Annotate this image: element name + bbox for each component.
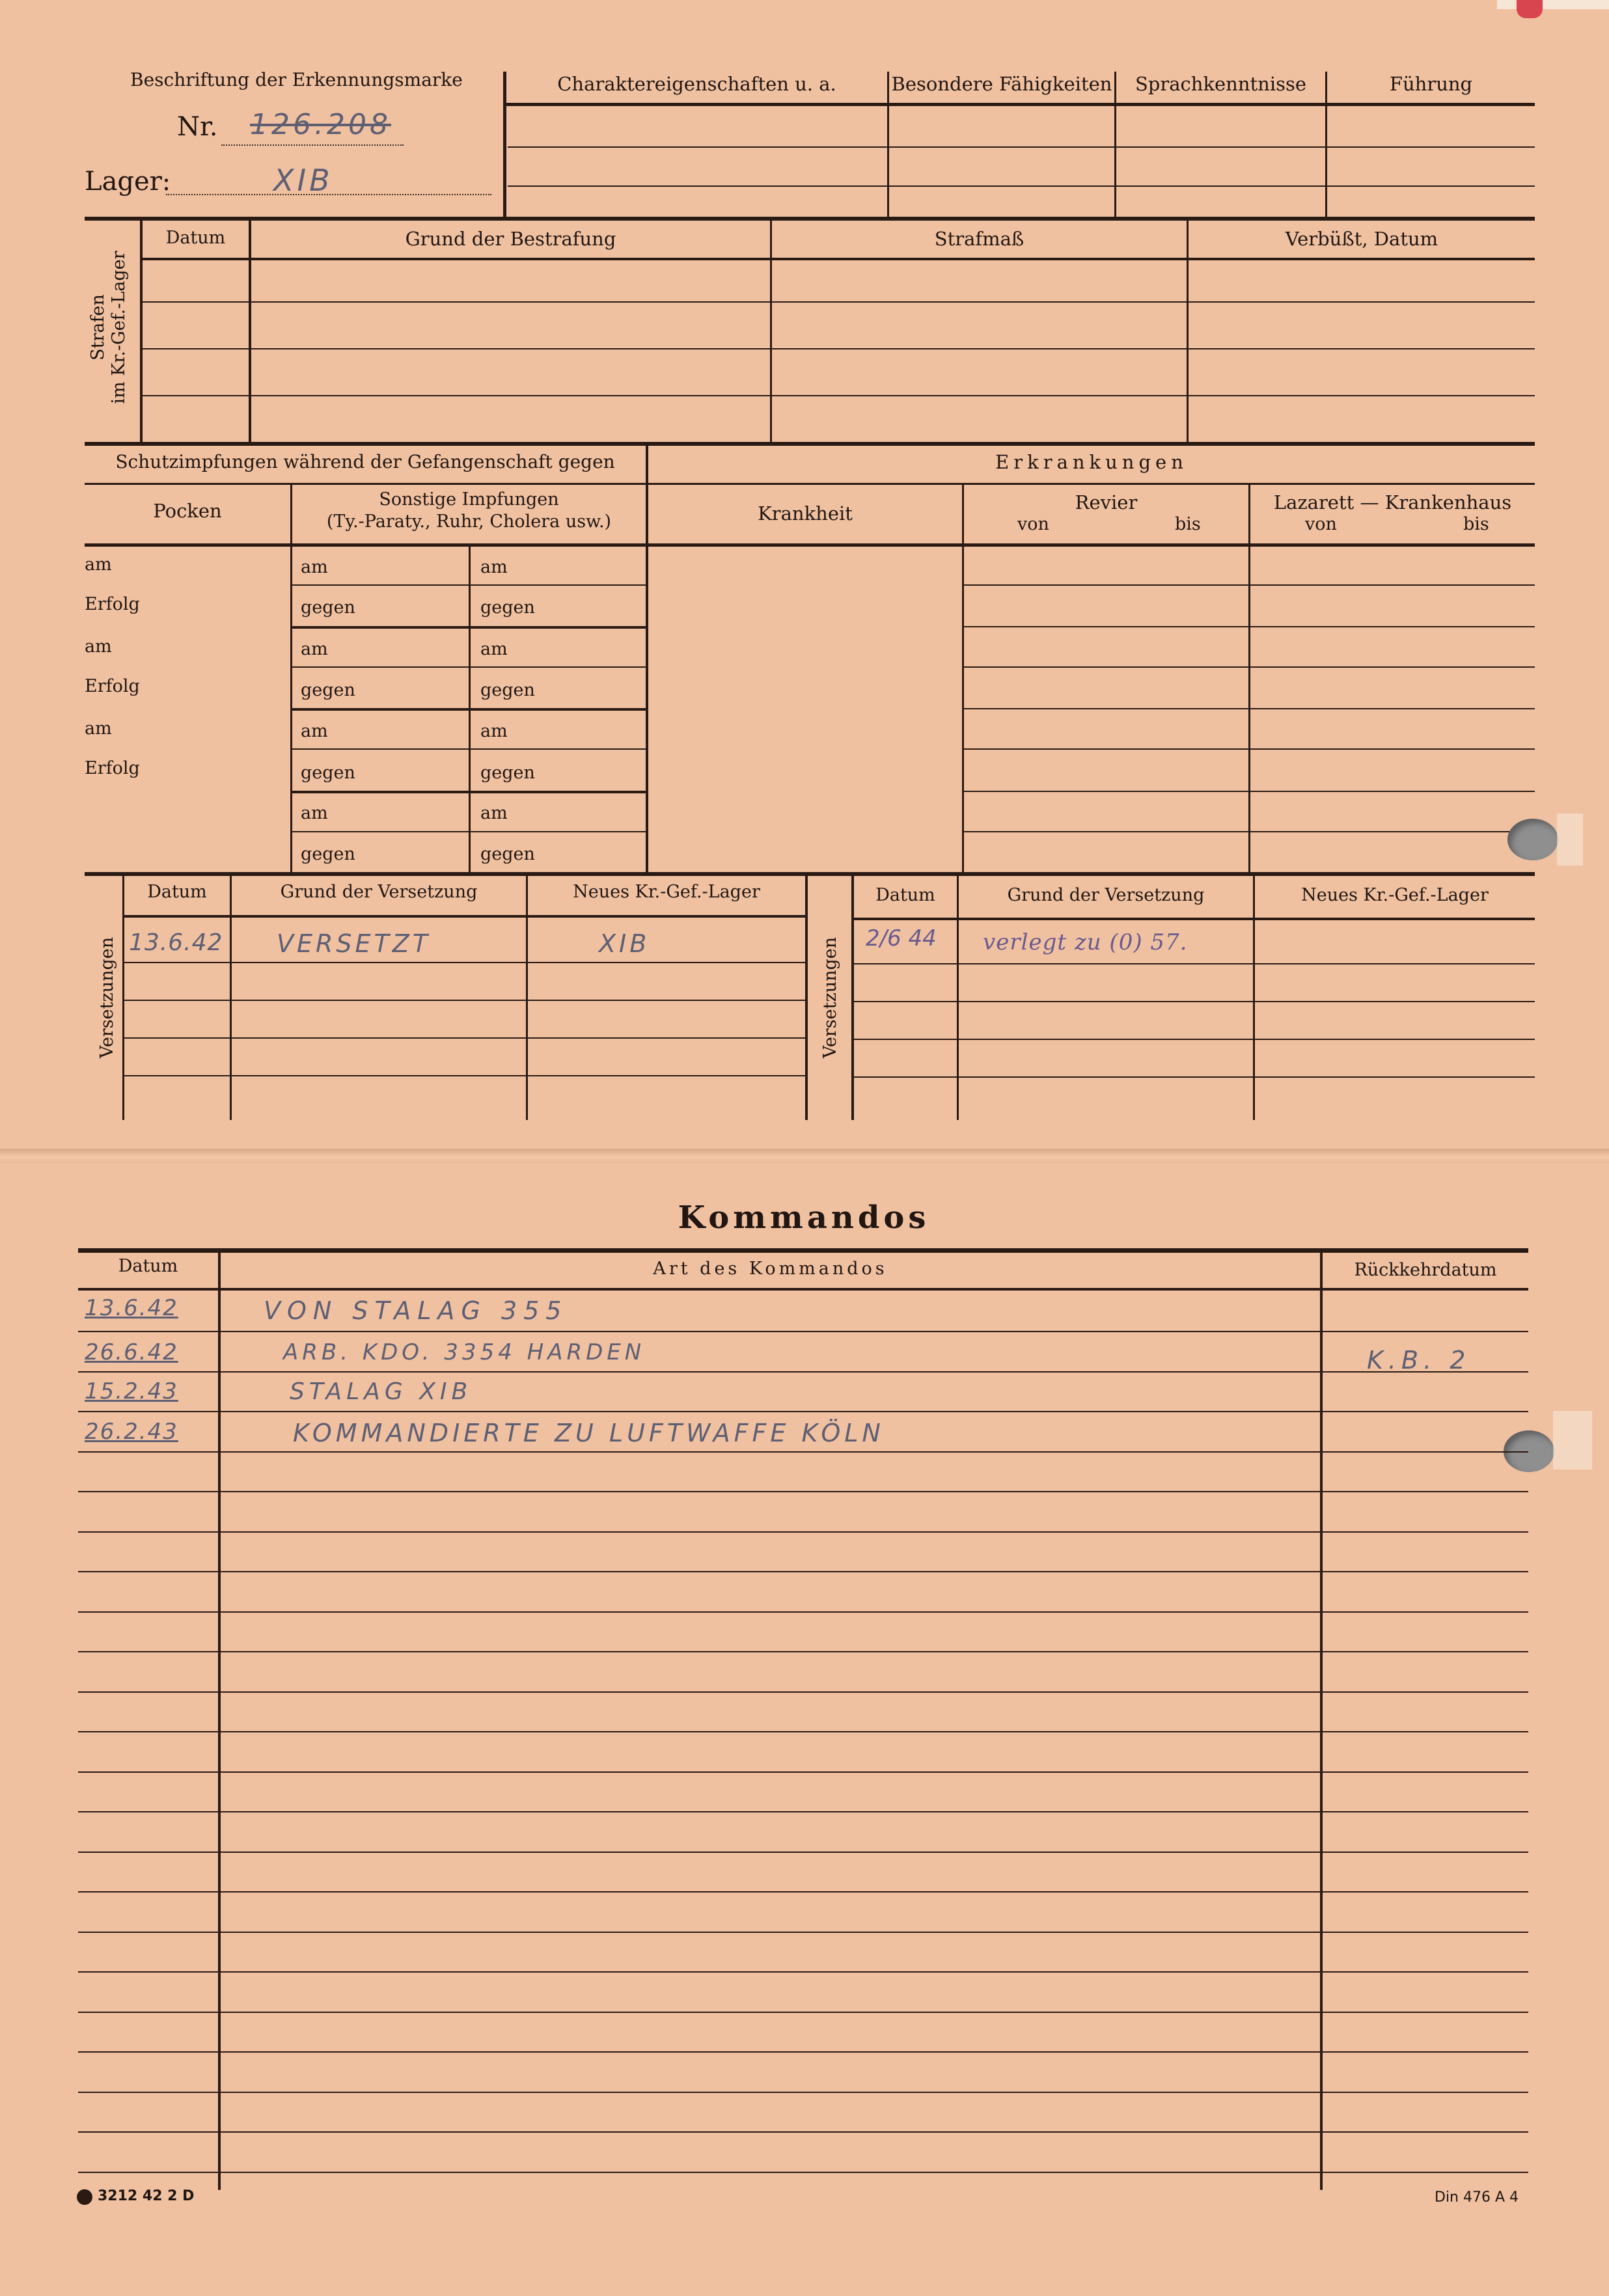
kommandos-rule xyxy=(78,1531,1528,1533)
col-charakter: Charaktereigenschaften u. a. xyxy=(557,73,836,95)
impf-sonstige-1: Sonstige Impfungen xyxy=(379,489,559,510)
kom-row-2-datum: 26.6.42 xyxy=(85,1339,178,1365)
kommandos-rule xyxy=(78,1731,1528,1732)
kom-col-art: Art des Kommandos xyxy=(653,1259,888,1279)
erk-revier: Revier xyxy=(1075,491,1138,513)
col-faehigkeiten: Besondere Fähigkeiten xyxy=(891,73,1112,95)
nr-underline xyxy=(221,144,404,146)
vers-l-lager: XIB xyxy=(599,929,650,958)
kom-row-4-datum: 26.2.43 xyxy=(85,1419,178,1445)
impf-sonstige-2: (Ty.-Paraty., Ruhr, Cholera usw.) xyxy=(326,512,612,532)
pocken-am-3: am xyxy=(85,718,112,739)
strafen-col-strafmass: Strafmaß xyxy=(934,228,1025,250)
vers-l-col-lager: Neues Kr.-Gef.-Lager xyxy=(573,882,760,902)
kommandos-rule xyxy=(78,1451,1528,1453)
kommandos-rule xyxy=(78,2012,1528,2013)
kom-row-1-art: VON STALAG 355 xyxy=(264,1296,568,1325)
strafen-col-grund: Grund der Bestrafung xyxy=(405,228,616,250)
sonst-gegen-2b: gegen xyxy=(480,680,535,700)
impf-title: Schutzimpfungen während der Gefangenschaft gegen xyxy=(115,451,615,472)
nr-value: 126.208 xyxy=(250,108,391,141)
erk-lazarett-bis: bis xyxy=(1463,514,1489,534)
sonst-am-4b: am xyxy=(480,803,508,823)
footer-right: Din 476 A 4 xyxy=(1435,2189,1519,2206)
kommandos-rule xyxy=(78,1771,1528,1773)
sonst-am-2a: am xyxy=(301,639,328,659)
erk-lazarett-von: von xyxy=(1305,514,1337,534)
sonst-gegen-2a: gegen xyxy=(301,680,355,700)
pocken-am-1: am xyxy=(85,554,112,575)
erk-revier-von: von xyxy=(1017,514,1049,534)
fold-line xyxy=(0,1149,1609,1163)
kommandos-rule xyxy=(78,2092,1528,2093)
erkrankungen-title: Erkrankungen xyxy=(995,451,1188,473)
pocken-erfolg-1: Erfolg xyxy=(85,594,140,614)
col-sprachkenntnisse: Sprachkenntnisse xyxy=(1135,73,1307,95)
sonst-am-3b: am xyxy=(480,721,508,741)
kom-row-2-rueckkehr: K.B. 2 xyxy=(1367,1346,1471,1374)
erk-lazarett: Lazarett — Krankenhaus xyxy=(1273,491,1512,513)
strafen-col-datum: Datum xyxy=(165,228,226,248)
kom-row-3-art: STALAG XIB xyxy=(290,1378,473,1405)
kom-row-3-datum: 15.2.43 xyxy=(85,1378,178,1404)
sonst-gegen-4a: gegen xyxy=(301,844,355,864)
kommandos-rule xyxy=(78,2051,1528,2053)
vers-l-grund: VERSETZT xyxy=(277,929,431,958)
kommandos-rule xyxy=(78,1371,1528,1373)
kom-row-1-datum: 13.6.42 xyxy=(85,1295,178,1321)
kommandos-rule xyxy=(78,1932,1528,1933)
kom-col-datum: Datum xyxy=(118,1256,178,1276)
strafen-side-label-1: Strafen xyxy=(88,294,108,361)
lager-value: XIB xyxy=(273,163,333,198)
col-fuehrung: Führung xyxy=(1389,73,1473,95)
pocken-erfolg-3: Erfolg xyxy=(85,758,140,778)
kom-col-rueckkehr: Rückkehrdatum xyxy=(1354,1260,1497,1280)
kom-row-4-art: KOMMANDIERTE ZU LUFTWAFFE KÖLN xyxy=(293,1419,885,1447)
vers-r-col-grund: Grund der Versetzung xyxy=(1007,885,1205,905)
versetzungen-side-right: Versetzungen xyxy=(820,936,840,1059)
torn-corner xyxy=(1497,0,1609,9)
vers-l-col-grund: Grund der Versetzung xyxy=(280,882,478,902)
sonst-am-1b: am xyxy=(480,557,508,577)
red-mark xyxy=(1517,0,1543,18)
kommandos-rule xyxy=(78,1811,1528,1812)
kommandos-rule xyxy=(78,1691,1528,1693)
footer-left: 3212 42 2 D xyxy=(98,2188,195,2204)
pocken-am-2: am xyxy=(85,636,112,657)
erk-krankheit: Krankheit xyxy=(758,502,853,525)
kommandos-rule xyxy=(78,1611,1528,1613)
vers-l-col-datum: Datum xyxy=(147,882,207,902)
punch-hole-top-tear xyxy=(1557,813,1583,866)
sonst-gegen-4b: gegen xyxy=(480,844,535,864)
vers-r-grund: verlegt zu (0) 57. xyxy=(983,929,1188,955)
kommandos-rule xyxy=(78,1891,1528,1893)
sonst-am-3a: am xyxy=(301,721,328,741)
sonst-gegen-1b: gegen xyxy=(480,597,535,618)
kommandos-rule xyxy=(78,1411,1528,1412)
nr-label: Nr. xyxy=(177,112,218,142)
marke-title: Beschriftung der Erkennungsmarke xyxy=(130,69,463,90)
lager-label: Lager: xyxy=(85,167,171,197)
kommandos-rule xyxy=(78,1651,1528,1652)
sonst-gegen-3b: gegen xyxy=(480,763,535,783)
printer-mark-icon xyxy=(77,2189,92,2205)
kommandos-rule xyxy=(78,1331,1528,1332)
strafen-side-label-2: im Kr.-Gef.-Lager xyxy=(109,251,129,404)
kommandos-rule xyxy=(78,1571,1528,1572)
sonst-gegen-3a: gegen xyxy=(301,763,355,783)
punch-hole-bottom-tear xyxy=(1553,1411,1592,1469)
kommandos-rule xyxy=(78,1491,1528,1492)
lager-underline xyxy=(166,194,491,195)
vers-r-col-datum: Datum xyxy=(875,885,935,905)
kommandos-rule xyxy=(78,1971,1528,1973)
kommandos-rule xyxy=(78,1852,1528,1853)
sonst-am-2b: am xyxy=(480,639,508,659)
kommandos-rule xyxy=(78,2131,1528,2133)
impf-pocken: Pocken xyxy=(153,500,222,522)
kom-row-2-art: ARB. KDO. 3354 HARDEN xyxy=(283,1339,646,1365)
punch-hole-top xyxy=(1507,819,1558,860)
vers-l-datum: 13.6.42 xyxy=(129,929,223,956)
versetzungen-side-left: Versetzungen xyxy=(97,936,117,1059)
sonst-am-1a: am xyxy=(301,557,328,577)
sonst-gegen-1a: gegen xyxy=(301,597,355,618)
kommandos-rule xyxy=(78,2172,1528,2173)
erk-revier-bis: bis xyxy=(1175,514,1201,534)
vers-r-col-lager: Neues Kr.-Gef.-Lager xyxy=(1301,885,1489,905)
vers-r-datum: 2/6 44 xyxy=(866,925,937,951)
kommandos-title: Kommandos xyxy=(678,1199,930,1236)
strafen-col-verbuesst: Verbüßt, Datum xyxy=(1285,228,1438,250)
pocken-erfolg-2: Erfolg xyxy=(85,676,140,696)
sonst-am-4a: am xyxy=(301,803,328,823)
